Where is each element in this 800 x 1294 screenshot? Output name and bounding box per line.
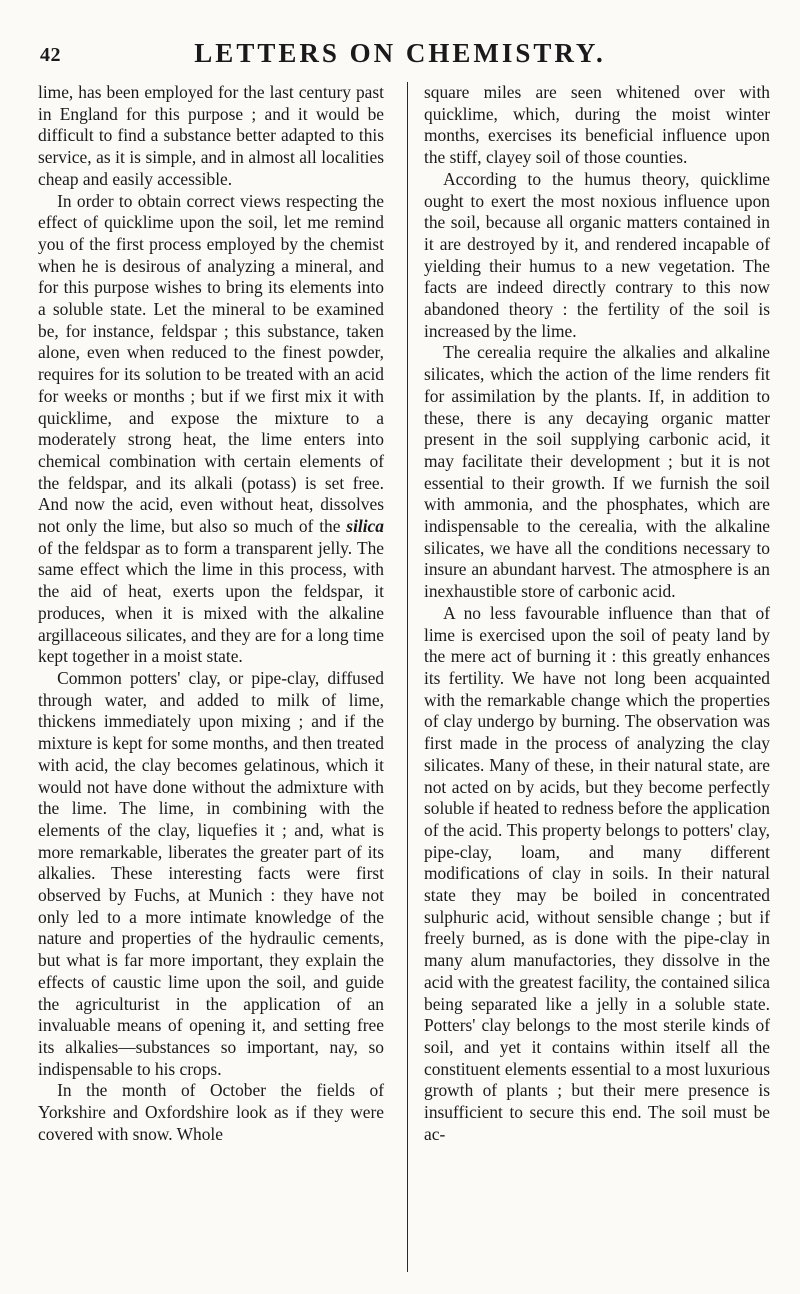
paragraph: The cerealia require the alkalies and alkaline silicates, which the action of the lime renders fit for assimilation by the plants. If, in addition to these, there is any decaying organic matter present in the soil supplying carbonic acid, it may facilitate their development ; but it is not essential to their growth. If we furnish the soil with ammonia, and the phosphates, which are indispensable to the cerealia, with the alkaline silicates, we have all the conditions necessary to insure an abundant harvest. The atmosphere is an inexhaustible store of carbonic acid.: [424, 342, 770, 602]
paragraph: square miles are seen whitened over with quicklime, which, during the moist winter months, exercises its beneficial influence upon the stiff, clayey soil of those counties.: [424, 82, 770, 168]
left-column: [38, 82, 384, 1145]
paragraph-text: of the feldspar as to form a transparent jelly. The same effect which the lime in this process, with the aid of heat, exerts upon the feldspar, it produces, when it is mixed with the alkaline argillaceous silicates, and they are for a long time kept together in a moist state.: [38, 537, 384, 667]
right-column: [424, 82, 770, 1145]
paragraph: lime, has been employed for the last century past in England for this purpose ; and it would be difficult to find a substance better adapted to this service, as it is simple, and in almost all localities cheap and easily accessible.: [38, 82, 384, 189]
paragraph: A no less favourable influence than that of lime is exercised upon the soil of peaty land by the mere act of burning it : this greatly enhances its fertility. We have not long been acquainted with the remarkable change which the properties of clay undergo by burning. The observation was first made in the process of analyzing the clay silicates. Many of these, in their natural state, are not acted on by acids, but they become perfectly soluble if heated to redness before the application of the acid. This property belongs to potters' clay, pipe-clay, loam, and many different modifications of clay in soils. In their natural state they may be boiled in concentrated sulphuric acid, without sensible change ; but if freely burned, as is done with the pipe-clay in many alum manufactories, they dissolve in the acid with the greatest facility, the contained silica being separated like a jelly in a soluble state. Potters' clay belongs to the most sterile kinds of soil, and yet it contains within itself all the constituent elements essential to a most luxurious growth of plants ; but their mere presence is insufficient to secure this end. The soil must be ac-: [424, 602, 770, 1144]
page-header: [40, 38, 760, 78]
running-title: LETTERS ON CHEMISTRY.: [194, 38, 606, 68]
paragraph: According to the humus theory, quicklime ought to exert the most noxious influence upon the soil, because all organic matters contained in it are destroyed by it, and rendered incapable of yielding their humus to a new vegetation. The facts are indeed directly contrary to this now abandoned theory : the fertility of the soil is increased by the lime.: [424, 168, 770, 341]
paragraph: In the month of October the fields of Yorkshire and Oxfordshire look as if they were covered with snow. Whole: [38, 1080, 384, 1144]
paragraph-text: In order to obtain correct views respecting the effect of quicklime upon the soil, let me remind you of the first process employed by the chemist when he is desirous of analyzing a mineral, and for this purpose wishes to bring its elements into a soluble state. Let the mineral to be examined be, for instance, feldspar ; this substance, taken alone, even when reduced to the finest powder, requires for its solution to be treated with an acid for weeks or months ; but if we first mix it with quicklime, and expose the mixture to a moderately strong heat, the lime enters into chemical combination with certain elements of the feldspar, and its alkali (potass) is set free. And now the acid, even without heat, dissolves not only the lime, but also so much of the: [38, 190, 384, 537]
column-divider: [407, 82, 408, 1272]
emphasized-term: silica: [346, 516, 384, 537]
paragraph: Common potters' clay, or pipe-clay, diffused through water, and added to milk of lime, thickens immediately upon mixing ; and if the mixture is kept for some months, and then treated with acid, the clay becomes gelatinous, which it would not have done without the admixture with the lime. The lime, in combining with the elements of the clay, liquefies it ; and, what is more remarkable, liberates the greater part of its alkalies. These interesting facts were first observed by Fuchs, at Munich : they have not only led to a more intimate knowledge of the nature and properties of the hydraulic cements, but what is far more important, they explain the effects of caustic lime upon the soil, and guide the agriculturist in the application of an invaluable means of opening it, and setting free its alkalies—substances so important, nay, so indispensable to his crops.: [38, 667, 384, 1079]
page-number: 42: [40, 44, 61, 66]
paragraph: [38, 191, 384, 668]
text-columns: [38, 82, 768, 1274]
